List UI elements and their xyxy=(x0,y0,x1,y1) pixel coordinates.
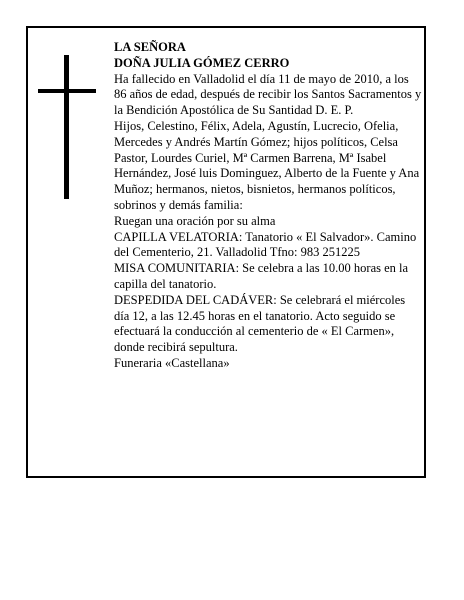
death-announcement: Ha fallecido en Valladolid el día 11 de mayo de 2010, a los 86 años de edad, después de recibir los Santos Sacramentos y la Bendición Apostólica de Su Santidad D. E. P. xyxy=(114,71,422,118)
notice-body xyxy=(114,40,422,372)
wake-chapel-info: CAPILLA VELATORIA: Tanatorio « El Salvador». Camino del Cementerio, 21. Valladolid Tfno: 983 251225 xyxy=(114,229,417,260)
cross-vertical-bar xyxy=(64,55,69,199)
title-line: LA SEÑORA xyxy=(114,40,186,54)
family-list: Hijos, Celestino, Félix, Adela, Agustín, Lucrecio, Ofelia, Mercedes y Andrés Martín Gómez; hijos políticos, Celsa Pastor, Lourdes Curiel, Mª Carmen Barrena, Mª Isabel Hernández, José luis Dominguez, Alberto de la Fuente y Ana Muñoz; hermanos, nietos, bisnietos, hermanos políticos, sobrinos y demás familia: xyxy=(114,118,420,212)
funeral-home: Funeraria «Castellana» xyxy=(114,355,230,370)
prayer-request: Ruegan una oración por su alma xyxy=(114,213,276,228)
cross-icon xyxy=(38,55,96,199)
obituary-notice xyxy=(26,26,426,478)
farewell-info: DESPEDIDA DEL CADÁVER: Se celebrará el miércoles día 12, a las 12.45 horas en el tanatorio. Acto seguido se efectuará la conducción al cementerio de « El Carmen», donde recibirá sepultura. xyxy=(114,292,406,355)
cross-horizontal-bar xyxy=(38,89,96,93)
mass-info: MISA COMUNITARIA: Se celebra a las 10.00 horas en la capilla del tanatorio. xyxy=(114,261,409,291)
deceased-name: DOÑA JULIA GÓMEZ CERRO xyxy=(114,55,290,70)
